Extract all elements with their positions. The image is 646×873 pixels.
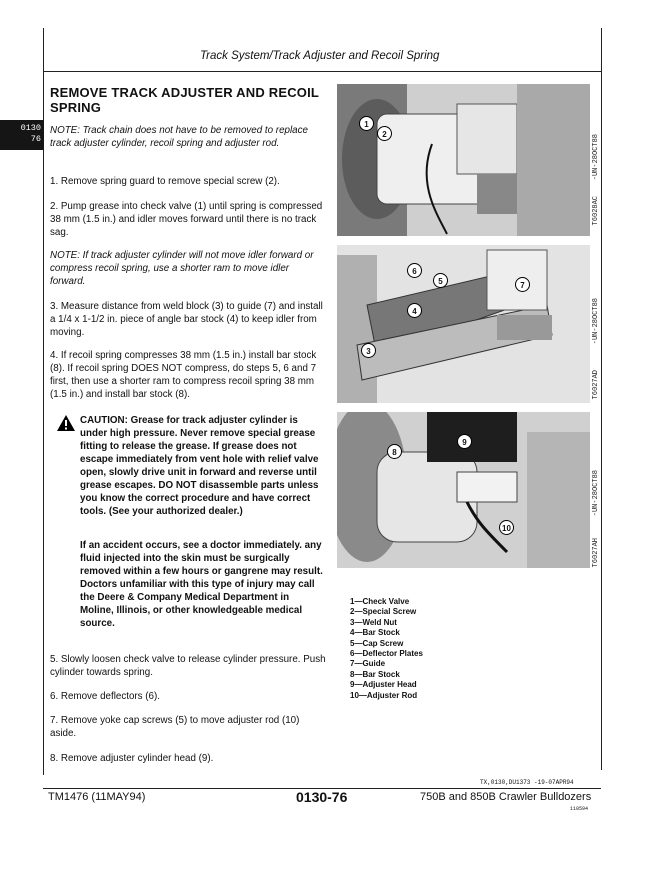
figure-3-code-b: -UN-28OCT88 (592, 470, 600, 517)
legend-item: 4—Bar Stock (350, 628, 400, 638)
legend-item: 3—Weld Nut (350, 617, 397, 627)
note-track-chain: NOTE: Track chain does not have to be removed to replace track adjuster cylinder, recoil spring and adjuster rod. (50, 125, 308, 149)
caution-high-pressure: CAUTION: Grease for track adjuster cylinder is under high pressure. Never remove special grease fitting to release the grease. If grease does not escape immediately from vent hole with relief valve open, slowly drive unit in forward and reverse until grease escapes. DO NOT disassemble parts unless you know the correct procedure and have correct tools. (See your authorized dealer.) (80, 415, 319, 517)
figure-3-callout-10: 10 (499, 520, 514, 535)
section-tab (0, 120, 44, 150)
page-frame-right (601, 28, 602, 770)
page-header: Track System/Track Adjuster and Recoil Spring (200, 50, 440, 62)
section-tab-number: 0130 (20, 123, 41, 133)
step-8: 8. Remove adjuster cylinder head (9). (50, 753, 214, 764)
figure-1-callout-2: 2 (377, 126, 392, 141)
figure-1-illustration (337, 84, 590, 236)
figure-2-callout-6: 6 (407, 263, 422, 278)
figure-2-callout-7: 7 (515, 277, 530, 292)
legend-item: 6—Deflector Plates (350, 649, 423, 659)
figure-1-callout-1: 1 (359, 116, 374, 131)
section-title: REMOVE TRACK ADJUSTER AND RECOIL SPRING (50, 85, 319, 115)
warning-triangle-icon (56, 414, 76, 432)
step-3: 3. Measure distance from weld block (3) to guide (7) and install a 1/4 x 1-1/2 in. piece of angle bar stock (4) to keep idler from moving. (50, 301, 323, 338)
step-5: 5. Slowly loosen check valve to release cylinder pressure. Push cylinder towards spring. (50, 654, 326, 678)
step-7: 7. Remove yoke cap screws (5) to move adjuster rod (10) aside. (50, 715, 300, 739)
footer-product: 750B and 850B Crawler Bulldozers (420, 791, 592, 803)
footer-code: 110594 (570, 806, 589, 812)
legend-item: 7—Guide (350, 659, 386, 669)
footer-manual-id: TM1476 (11MAY94) (48, 791, 146, 803)
step-6: 6. Remove deflectors (6). (50, 691, 160, 702)
legend-item: 8—Bar Stock (350, 669, 400, 679)
figure-2-illustration (337, 245, 590, 403)
figure-1-code-b: -UN-28OCT88 (592, 134, 600, 181)
legend-item: 5—Cap Screw (350, 638, 404, 648)
step-1: 1. Remove spring guard to remove special screw (2). (50, 176, 280, 187)
figure-photo-2 (337, 245, 590, 403)
legend-item: 10—Adjuster Rod (350, 690, 418, 700)
caution-accident: If an accident occurs, see a doctor immediately. any fluid injected into the skin must be surgically removed within a few hours or gangrene may result. Doctors unfamiliar with this type of injury may call the Deere & Company Medical Department in Moline, Illinois, or other knowledgeable medical source. (80, 540, 323, 629)
header-rule (43, 71, 601, 72)
figure-1-code-a: T6028AC (592, 196, 600, 226)
note-shorter-ram: NOTE: If track adjuster cylinder will not move idler forward or compress recoil spring, use a shorter ram to move idler forward. (50, 250, 314, 287)
figure-3-code-a: T6027AH (592, 538, 600, 568)
step-4: 4. If recoil spring compresses 38 mm (1.5 in.) install bar stock (8). If recoil spring DOES NOT compress, do steps 5, 6 and 7 first, then use a shorter ram to compress recoil spring 38 mm (1.5 in.) and install bar stock (8). (50, 350, 317, 400)
tx-code: TX,0130,DU1373 -19-07APR94 (480, 779, 574, 786)
figure-3-callout-8: 8 (387, 444, 402, 459)
figure-photo-1 (337, 84, 590, 236)
legend-item: 1—Check Valve (350, 597, 410, 606)
figure-2-callout-4: 4 (407, 303, 422, 318)
step-2: 2. Pump grease into check valve (1) until spring is compressed 38 mm (1.5 in.) and idler moves forward until there is no track sag. (50, 201, 323, 238)
figure-photo-3 (337, 412, 590, 568)
figure-2-code-b: -UN-28OCT88 (592, 298, 600, 345)
legend-item: 2—Special Screw (350, 607, 417, 617)
figure-2-code-a: T6027AD (592, 370, 600, 400)
figure-3-callout-9: 9 (457, 434, 472, 449)
figure-2-callout-3: 3 (361, 343, 376, 358)
figure-2-callout-5: 5 (433, 273, 448, 288)
footer-page-number: 0130-76 (296, 789, 348, 805)
parts-legend (350, 597, 423, 701)
section-tab-page: 76 (30, 134, 41, 144)
legend-item: 9—Adjuster Head (350, 680, 417, 690)
